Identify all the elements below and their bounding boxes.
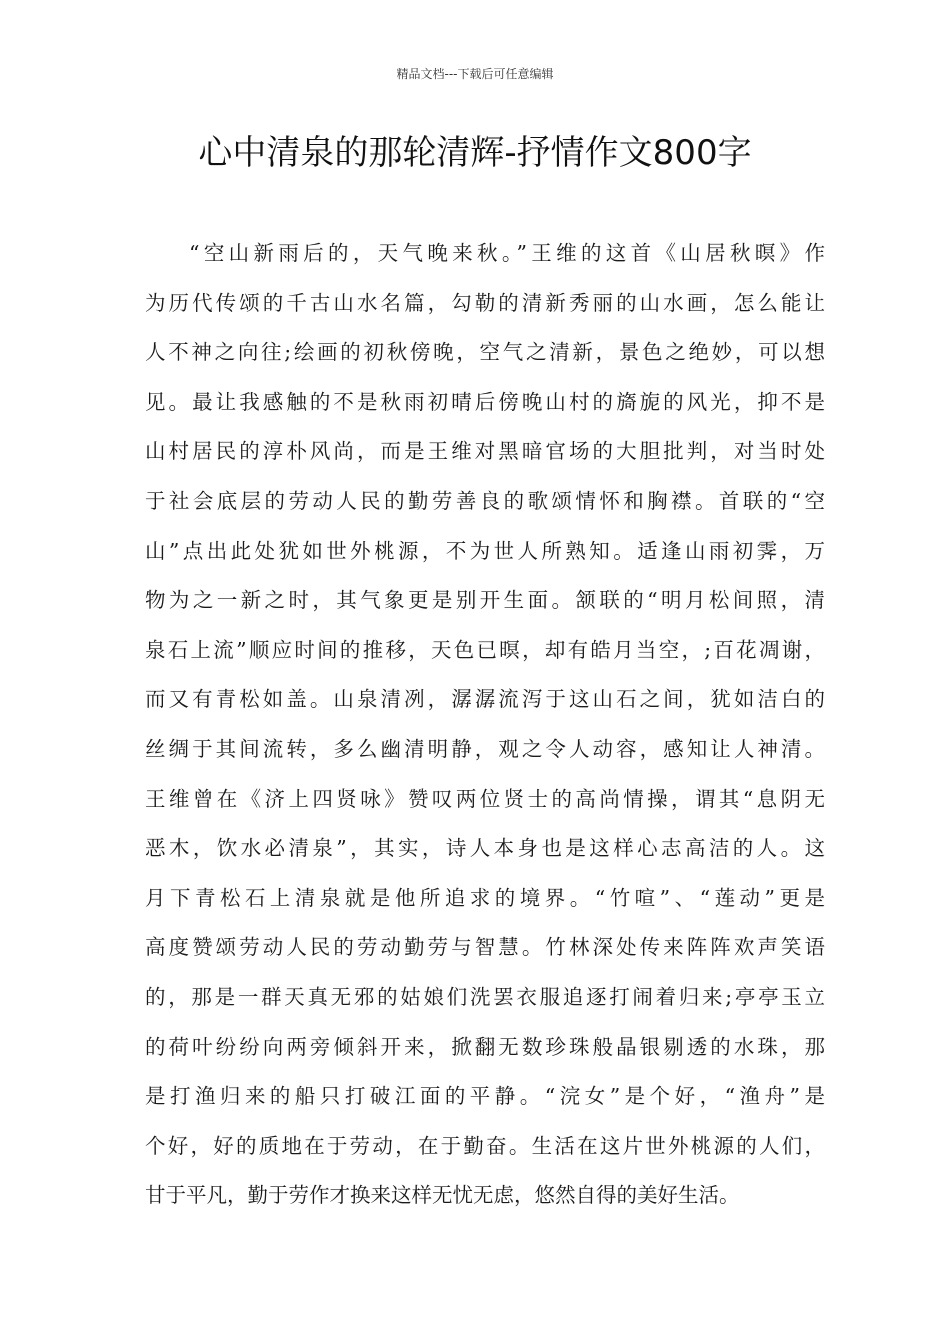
paragraph-line: 高度赞颂劳动人民的劳动勤劳与智慧。竹林深处传来阵阵欢声笑语 [145,935,825,960]
paragraph-line: 山”点出此处犹如世外桃源，不为世人所熟知。适逢山雨初霁，万 [145,538,825,563]
paragraph-line: “空山新雨后的，天气晚来秋。”王维的这首《山居秋暝》作 [189,241,825,265]
paragraph-line: 的，那是一群天真无邪的姑娘们洗罢衣服追逐打闹着归来;亭亭玉立 [145,984,825,1009]
paragraph-line: 甘于平凡，勤于劳作才换来这样无忧无虑，悠然自得的美好生活。 [145,1183,740,1208]
document-title: 心中清泉的那轮清辉-抒情作文800字 [198,133,752,173]
paragraph-line: 丝绸于其间流转，多么幽清明静，观之令人动容，感知让人神清。 [145,736,825,761]
paragraph-line: 山村居民的淳朴风尚，而是王维对黑暗官场的大胆批判，对当时处 [145,439,825,464]
paragraph-line: 人不神之向往;绘画的初秋傍晚，空气之清新，景色之绝妙，可以想 [145,340,825,365]
paragraph-line: 是打渔归来的船只打破江面的平静。“浣女”是个好，“渔舟”是 [145,1084,825,1109]
paragraph-line: 见。最让我感触的不是秋雨初晴后傍晚山村的旖旎的风光，抑不是 [145,389,825,414]
paragraph-line: 的荷叶纷纷向两旁倾斜开来，掀翻无数珍珠般晶银剔透的水珠，那 [145,1034,825,1059]
paragraph-line: 个好，好的质地在于劳动，在于勤奋。生活在这片世外桃源的人们， [145,1133,825,1158]
paragraph-line: 王维曾在《济上四贤咏》赞叹两位贤士的高尚情操，谓其“息阴无 [145,786,825,811]
header-note: 精品文档---下载后可任意编辑 [396,67,554,81]
paragraph-line: 于社会底层的劳动人民的勤劳善良的歌颂情怀和胸襟。首联的“空 [145,488,825,513]
paragraph-line: 恶木，饮水必清泉”，其实，诗人本身也是这样心志高洁的人。这 [145,836,825,861]
paragraph-line: 为历代传颂的千古山水名篇，勾勒的清新秀丽的山水画，怎么能让 [145,290,825,315]
body-paragraph [145,229,825,1221]
paragraph-line: 泉石上流”顺应时间的推移，天色已暝，却有皓月当空，;百花凋谢， [145,637,825,662]
paragraph-line: 而又有青松如盖。山泉清冽，潺潺流泻于这山石之间，犹如洁白的 [145,687,825,712]
paragraph-line: 物为之一新之时，其气象更是别开生面。颔联的“明月松间照，清 [145,588,825,613]
paragraph-line: 月下青松石上清泉就是他所追求的境界。“竹喧”、“莲动”更是 [145,885,825,910]
